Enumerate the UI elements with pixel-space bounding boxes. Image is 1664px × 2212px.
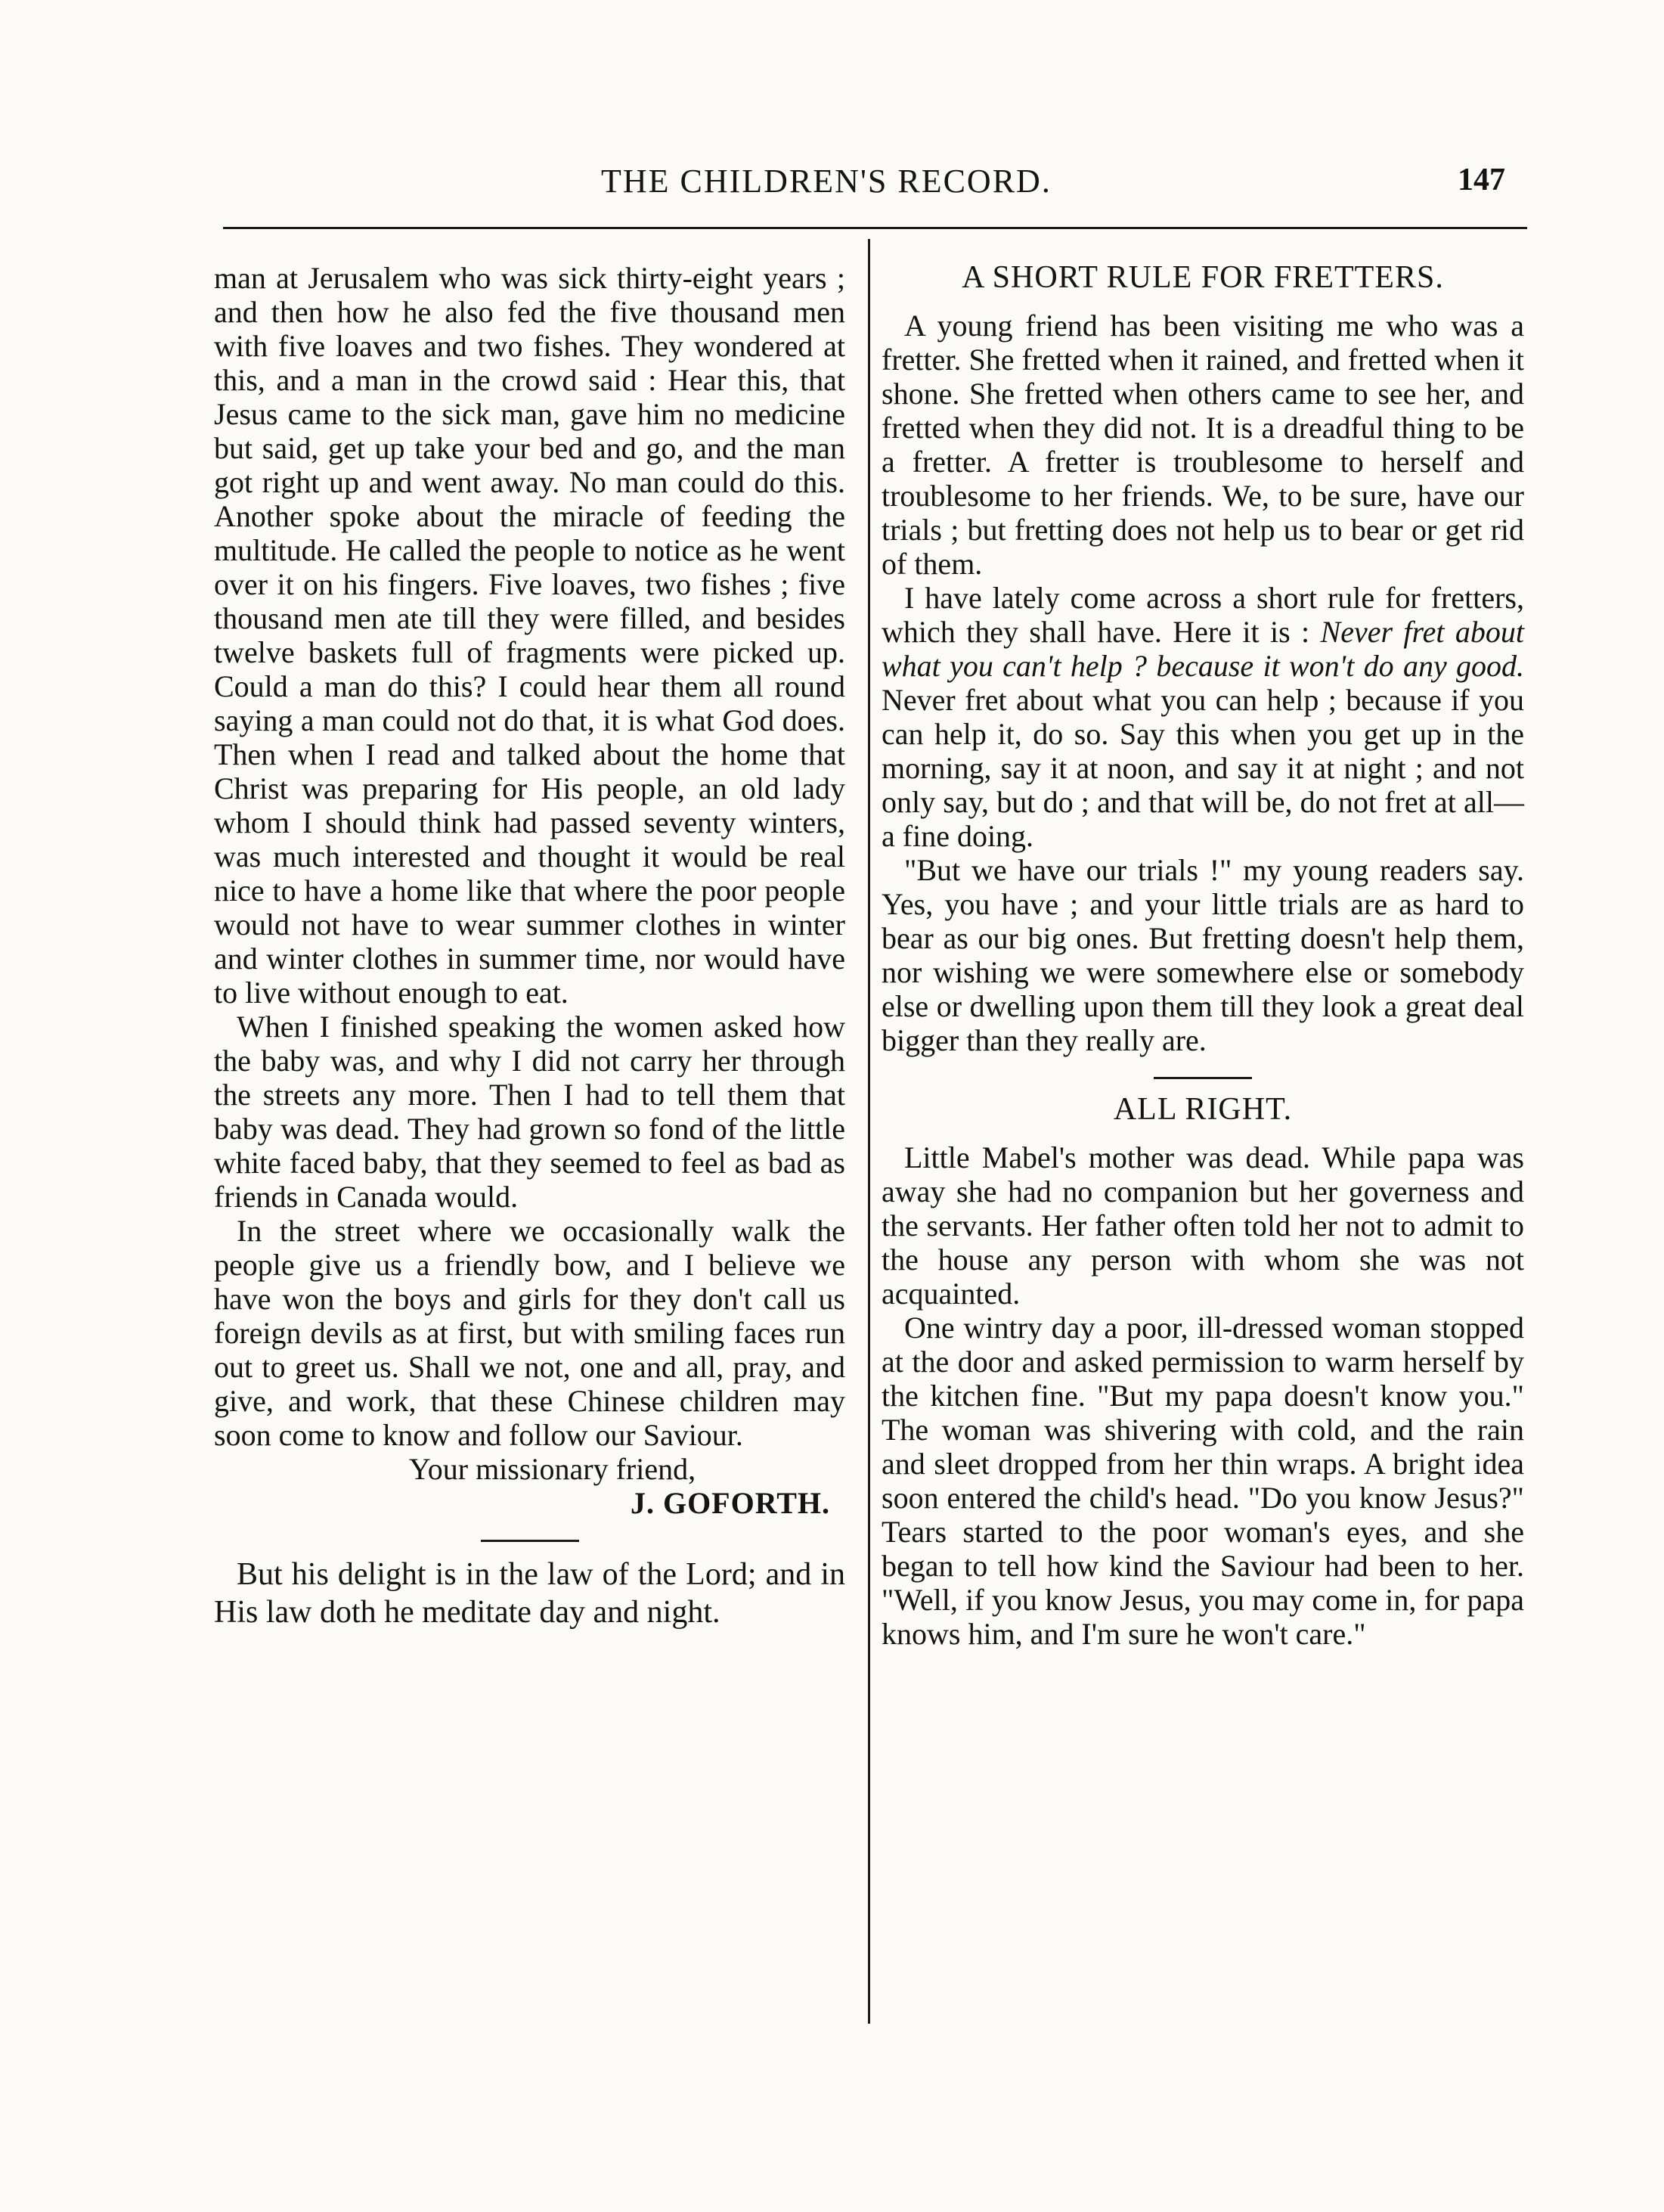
section-divider (1154, 1077, 1252, 1079)
page-header (0, 157, 1664, 203)
section-divider (481, 1540, 579, 1542)
page-number: 147 (1458, 163, 1505, 197)
rule-text: Never fret about what you can help ; because if you can help it, do so. (882, 683, 1524, 751)
right-column (882, 261, 1524, 1651)
text-run: I have lately come across a short rule for fretters, which they shall have. Here it is : (882, 581, 1524, 649)
article-paragraph: A young friend has been visiting me who was a fretter. She fretted when it rained, and fretted when it shone. She fretted when others came to see her, and fretted when they did not. It is a dreadful thing to be a fretter. A fretter is troublesome to herself and troublesome to her friends. We, to be sure, have our trials ; but fretting does not help us to bear or get rid of them. (882, 309, 1524, 581)
article-title: ALL RIGHT. (1113, 1092, 1293, 1127)
italic-rule: Never fret about what you can't help ? because it won't do any good. (882, 615, 1524, 683)
article-paragraph: Little Mabel's mother was dead. While papa was away she had no companion but her governess and the servants. Her father often told her not to admit to the house any person with whom she was not acquainted. (882, 1140, 1524, 1311)
scripture-verse: But his delight is in the law of the Lord; and in His law doth he meditate day and night. (214, 1557, 845, 1630)
article-paragraph (882, 581, 1524, 853)
letter-paragraph: When I finished speaking the women asked how the baby was, and why I did not carry her through the streets any more. Then I had to tell them that baby was dead. They had grown so fond of the little white faced baby, that they seemed to feel as bad as friends in Canada would. (214, 1010, 845, 1214)
letter-signature: J. GOFORTH. (630, 1486, 830, 1520)
header-rule (223, 227, 1527, 229)
letter-paragraph: man at Jerusalem who was sick thirty-eight years ; and then how he also fed the five thousand men with five loaves and two fishes. They wondered at this, and a man in the crowd said : Hear this, that Jesus came to the sick man, gave him no medicine but said, get up take your bed and go, and the man got right up and went away. No man could do this. Another spoke about the miracle of feeding the multitude. He called the people to notice as he went over it on his fingers. Five loaves, two fishes ; five thousand men ate till they were filled, and besides twelve baskets full of fragments were picked up. Could a man do this? I could hear them all round saying a man could not do that, it is what God does. Then when I read and talked about the home that Christ was preparing for His people, an old lady whom I should think had passed seventy winters, was much interested and thought it would be real nice to have a home like that where the poor people would not have to wear summer clothes in winter and winter clothes in summer time, nor would have to live without enough to eat. (214, 261, 845, 1010)
text-run: Say this when you get up in the morning, say it at noon, and say it at night ; and not only say, but do ; and that will be, do not fret at all—a fine doing. (882, 717, 1525, 853)
article-paragraph: "But we have our trials !" my young readers say. Yes, you have ; and your little trials are as hard to bear as our big ones. But fretting doesn't help them, nor wishing we were somewhere else or somebody else or dwelling upon them till they look a great deal bigger than they really are. (882, 853, 1524, 1057)
letter-closing: Your missionary friend, (408, 1452, 696, 1486)
running-title: THE CHILDREN'S RECORD. (601, 163, 1052, 200)
left-column (214, 261, 845, 1631)
article-title: A SHORT RULE FOR FRETTERS. (962, 260, 1444, 295)
article-paragraph: One wintry day a poor, ill-dressed woman stopped at the door and asked permission to warm herself by the kitchen fine. "But my papa doesn't know you." The woman was shivering with cold, and the rain and sleet dropped from her thin wraps. A bright idea soon entered the child's head. "Do you know Jesus?" Tears started to the poor woman's eyes, and she began to tell how kind the Saviour had been to her. "Well, if you know Jesus, you may come in, for papa knows him, and I'm sure he won't care." (882, 1311, 1524, 1651)
letter-paragraph: In the street where we occasionally walk the people give us a friendly bow, and I believe we have won the boys and girls for they don't call us foreign devils as at first, but with smiling faces run out to greet us. Shall we not, one and all, pray, and give, and work, that these Chinese children may soon come to know and follow our Saviour. (214, 1214, 845, 1452)
column-divider (868, 239, 870, 2024)
